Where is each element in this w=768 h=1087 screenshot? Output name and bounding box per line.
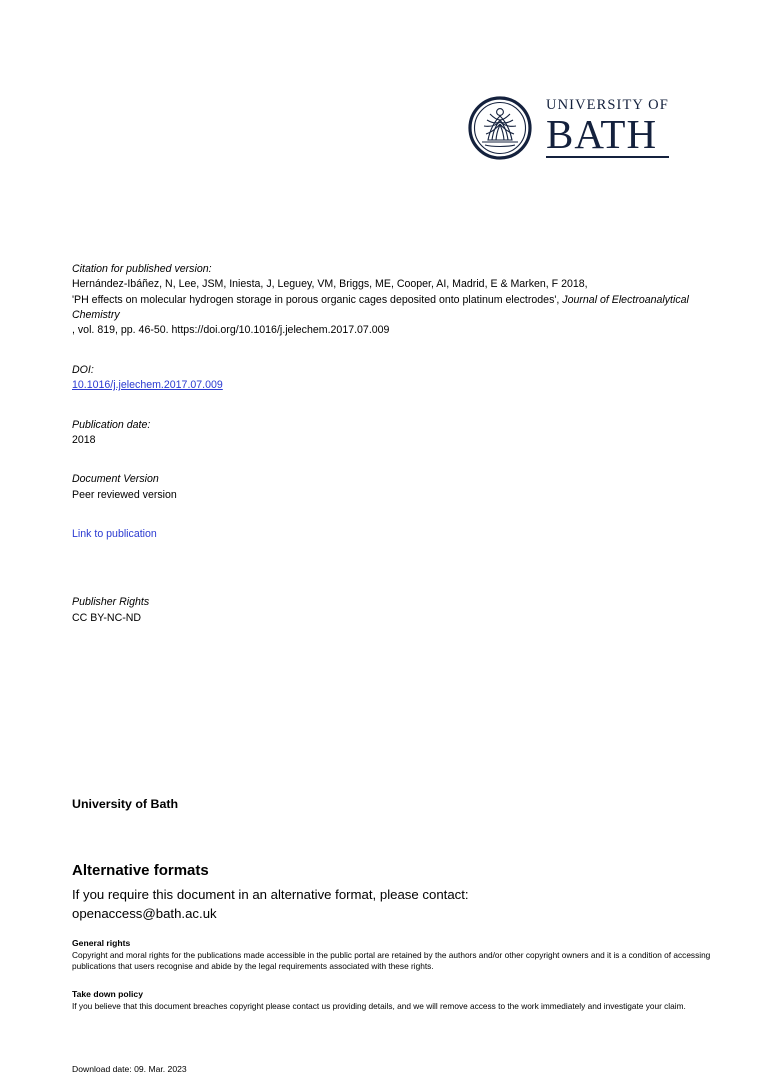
document-version-label: Document Version [72,473,159,486]
alternative-formats-body [72,885,722,923]
citation-authors: Hernández-Ibáñez, N, Lee, JSM, Iniesta, J, Leguey, VM, Briggs, ME, Cooper, AI, Madrid, E & Marken, F 2018, [72,278,588,291]
takedown-policy-text: If you believe that this document breaches copyright please contact us providing details, and we will remove access to the work immediately and investigate your claim. [72,1001,686,1012]
doi-value-row [72,378,718,393]
university-name: University of Bath [72,797,179,811]
publication-date-label: Publication date: [72,418,151,431]
general-rights-block [72,938,720,972]
university-logo [468,92,680,164]
citation-title: 'PH effects on molecular hydrogen storage in porous organic cages deposited onto platinum electrodes', [72,293,560,306]
citation-rest: , vol. 819, pp. 46-50. https://doi.org/10.1016/j.jelechem.2017.07.009 [72,324,390,337]
logo-bath-line: BATH [546,115,669,158]
publication-date-value: 2018 [72,433,96,446]
link-to-publication-row [72,527,718,542]
download-date: Download date: 09. Mar. 2023 [72,1064,187,1074]
general-rights-title: General rights [72,938,131,948]
link-to-publication[interactable]: Link to publication [72,527,157,540]
general-rights-text: Copyright and moral rights for the publications made accessible in the public portal are retained by the authors and/or other copyright owners and it is a condition of accessing publications that users recognise and abide by the legal requirements associated with these rights. [72,950,711,972]
publisher-rights-label: Publisher Rights [72,596,150,609]
citation-journal: Journal of Electroanalytical Chemistry [72,293,689,322]
publisher-rights-value: CC BY-NC-ND [72,611,142,624]
alternative-formats-line: If you require this document in an alternative format, please contact: [72,887,469,902]
document-version-value: Peer reviewed version [72,488,177,501]
doi-link[interactable]: 10.1016/j.jelechem.2017.07.009 [72,379,223,392]
takedown-policy-block [72,989,720,1012]
university-crest-icon [468,96,532,160]
rights-section [72,938,720,1013]
logo-wordmark [546,98,669,158]
alternative-formats-title: Alternative formats [72,862,209,879]
alternative-formats-email[interactable]: openaccess@bath.ac.uk [72,906,217,922]
citation-label: Citation for published version: [72,263,212,275]
metadata-block [72,262,718,626]
logo-university-line: UNIVERSITY OF [546,96,669,113]
citation-title-line [72,293,718,324]
takedown-policy-title: Take down policy [72,989,143,1000]
doi-label: DOI: [72,363,94,376]
